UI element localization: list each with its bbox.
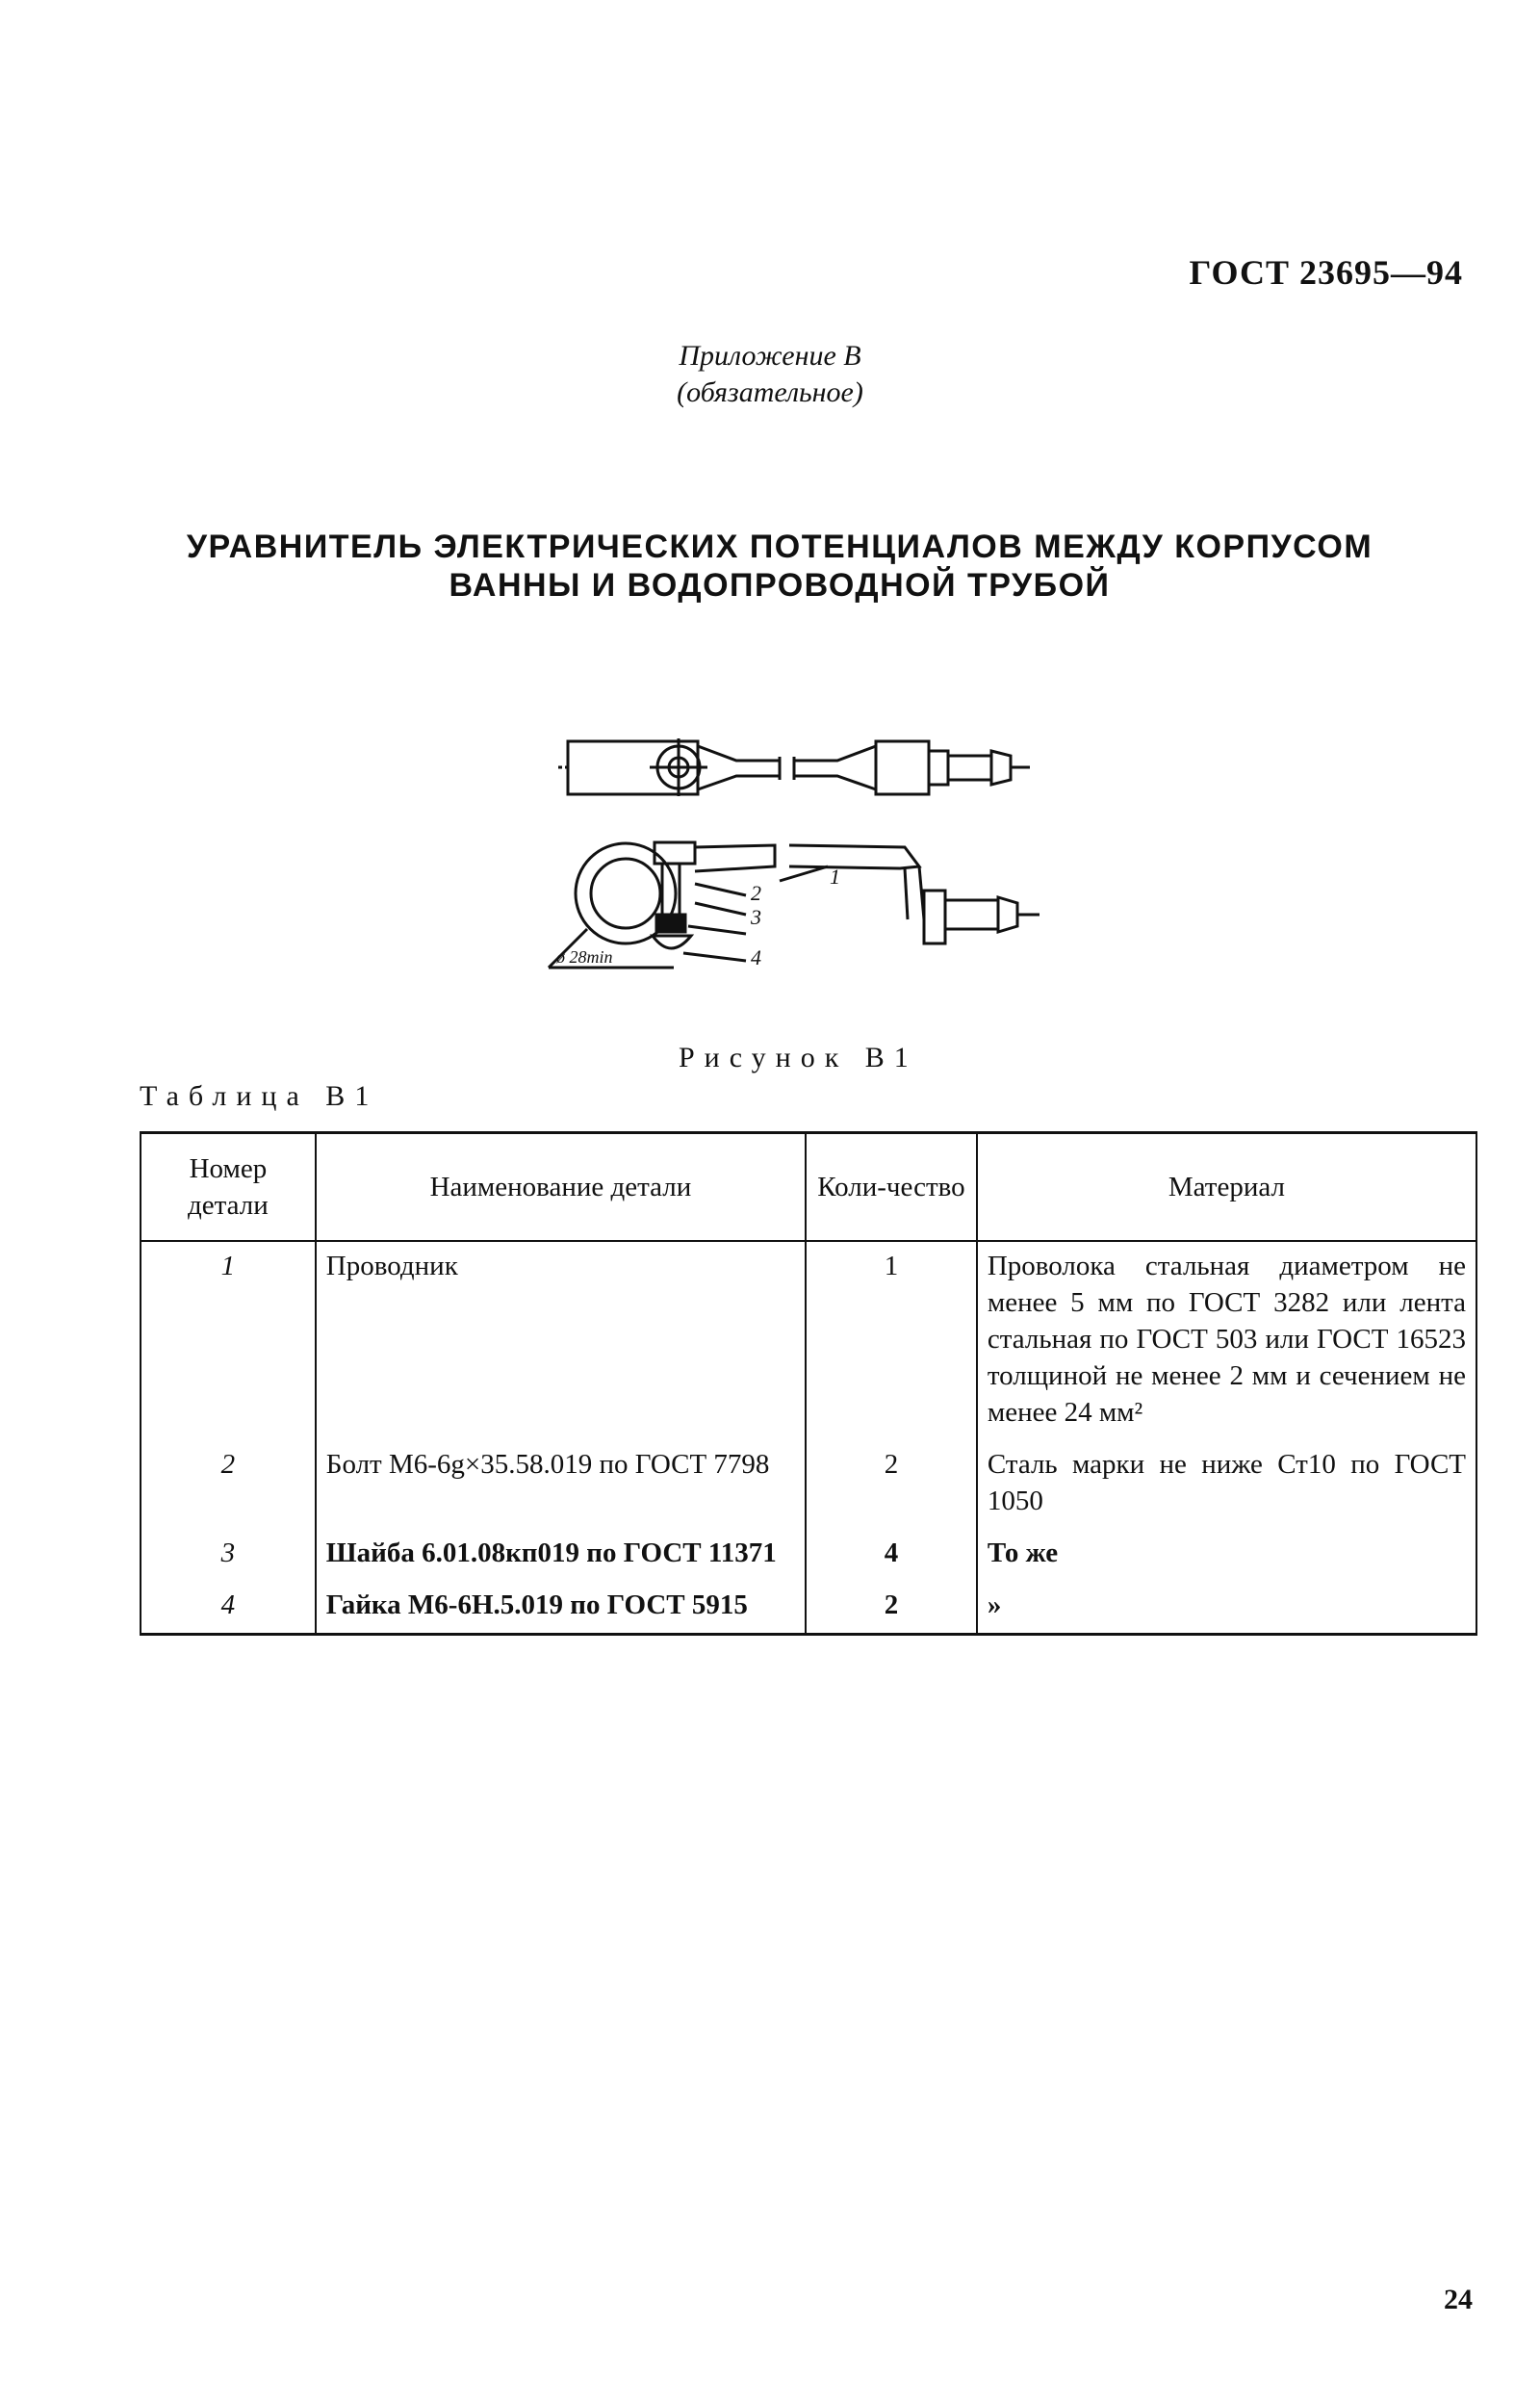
cell-material: Сталь марки не ниже Ст10 по ГОСТ 1050 bbox=[977, 1440, 1476, 1529]
table-row bbox=[141, 1440, 1476, 1529]
callout-1: 1 bbox=[830, 865, 840, 889]
cell-material: » bbox=[977, 1581, 1476, 1635]
cell-quantity: 2 bbox=[806, 1581, 977, 1635]
appendix-status: (обязательное) bbox=[677, 376, 863, 408]
cell-quantity: 2 bbox=[806, 1440, 977, 1529]
cell-quantity: 4 bbox=[806, 1529, 977, 1581]
cell-part-name: Гайка М6-6Н.5.019 по ГОСТ 5915 bbox=[316, 1581, 806, 1635]
header-quantity: Коли-чество bbox=[806, 1133, 977, 1242]
cell-part-number: 4 bbox=[141, 1581, 316, 1635]
cell-material: То же bbox=[977, 1529, 1476, 1581]
table-header-row bbox=[141, 1133, 1476, 1242]
cell-part-number: 3 bbox=[141, 1529, 316, 1581]
table-row bbox=[141, 1529, 1476, 1581]
callout-4: 4 bbox=[751, 945, 761, 969]
header-part-number: Номер детали bbox=[141, 1133, 316, 1242]
callout-3: 3 bbox=[751, 905, 761, 929]
page-number: 24 bbox=[1444, 2284, 1473, 2315]
standard-number: ГОСТ 23695—94 bbox=[1189, 253, 1463, 292]
parts-table bbox=[140, 1131, 1477, 1636]
table-row bbox=[141, 1581, 1476, 1635]
technical-drawing bbox=[539, 712, 1097, 992]
cell-part-name: Болт М6-6g×35.58.019 по ГОСТ 7798 bbox=[316, 1440, 806, 1529]
table-row bbox=[141, 1241, 1476, 1440]
figure-caption: Рисунок В1 bbox=[679, 1042, 918, 1073]
cell-quantity: 1 bbox=[806, 1241, 977, 1440]
cell-material: Проволока стальная диаметром не менее 5 мм по ГОСТ 3282 или лента стальная по ГОСТ 503 или ГОСТ 16523 толщиной не менее 2 мм и сечением не менее 24 мм² bbox=[977, 1241, 1476, 1440]
cell-part-name: Проводник bbox=[316, 1241, 806, 1440]
header-part-name: Наименование детали bbox=[316, 1133, 806, 1242]
callout-2: 2 bbox=[751, 881, 761, 905]
header-material: Материал bbox=[977, 1133, 1476, 1242]
cell-part-number: 2 bbox=[141, 1440, 316, 1529]
cell-part-name: Шайба 6.01.08кп019 по ГОСТ 11371 bbox=[316, 1529, 806, 1581]
dimension-label: ø 28min bbox=[556, 947, 613, 967]
appendix-label: Приложение В bbox=[679, 340, 861, 372]
document-title-line-1: УРАВНИТЕЛЬ ЭЛЕКТРИЧЕСКИХ ПОТЕНЦИАЛОВ МЕЖДУ КОРПУСОМ bbox=[186, 529, 1373, 565]
table-caption: Таблица В1 bbox=[140, 1080, 379, 1112]
cell-part-number: 1 bbox=[141, 1241, 316, 1440]
document-title-line-2: ВАННЫ И ВОДОПРОВОДНОЙ ТРУБОЙ bbox=[449, 567, 1111, 604]
